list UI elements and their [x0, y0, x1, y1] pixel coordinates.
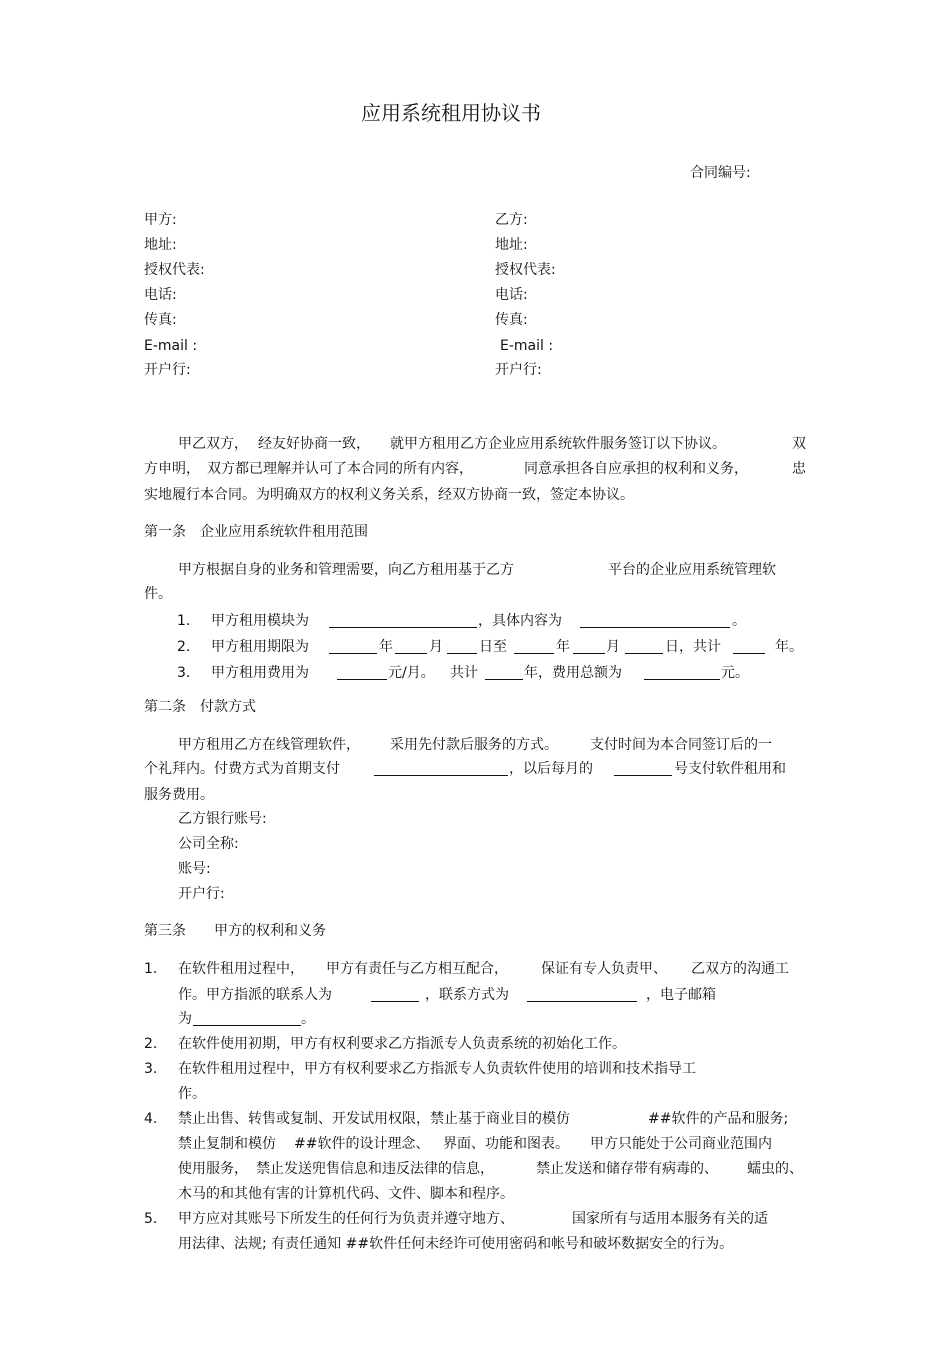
article-text: ，联系方式为 [425, 987, 509, 1003]
party-b-rep: 授权代表: [495, 262, 556, 278]
intro-text: 甲乙双方， [178, 436, 248, 452]
intro-text: 同意承担各自应承担的权利和义务， [524, 461, 748, 477]
bank-account-label: 乙方银行账号: [178, 811, 267, 827]
article-text: 。 [732, 613, 746, 629]
party-a-email: E-mail : [144, 338, 198, 354]
party-b-name: 乙方: [495, 212, 528, 228]
list-number: 2. [144, 1036, 158, 1052]
article-text: 乙双方的沟通工 [691, 961, 789, 977]
article-text: 支付时间为本合同签订后的一 [590, 737, 772, 753]
article-text: 号支付软件租用和 [674, 761, 786, 777]
party-b-bank: 开户行: [495, 362, 542, 378]
article-text: 使用服务， [178, 1161, 248, 1177]
party-b-email: E-mail : [500, 338, 554, 354]
blank-field [485, 666, 523, 680]
article-text: 月 [606, 639, 620, 655]
article-text: 甲方根据自身的业务和管理需要，向乙方租用基于乙方 [178, 562, 514, 578]
company-name-label: 公司全称: [178, 836, 239, 852]
article-text: 件。 [144, 586, 172, 602]
intro-text: 忠 [792, 461, 806, 477]
party-a-name: 甲方: [144, 212, 177, 228]
article-text: ，电子邮箱 [646, 987, 716, 1003]
article-text: 年 [556, 639, 570, 655]
article-text: 元/月。 [388, 665, 435, 681]
party-a-address: 地址: [144, 237, 177, 253]
blank-field [193, 1012, 301, 1026]
blank-field [329, 640, 377, 654]
article-text: 木马的和其他有害的计算机代码、文件、脚本和程序。 [178, 1186, 514, 1202]
list-number: 3. [177, 665, 191, 681]
article-text: 作。甲方指派的联系人为 [178, 987, 332, 1003]
party-b-phone: 电话: [495, 287, 528, 303]
blank-field [395, 640, 427, 654]
article-text: 在软件租用过程中，甲方有权利要求乙方指派专人负责软件使用的培训和技术指导工 [178, 1061, 696, 1077]
article-text: 日至 [479, 639, 507, 655]
article-text: 平台的企业应用系统管理软 [608, 562, 776, 578]
article-3-heading: 第三条 甲方的权利和义务 [144, 923, 326, 939]
article-text: 甲方应对其账号下所发生的任何行为负责并遵守地方、 [178, 1211, 514, 1227]
bank-label: 开户行: [178, 886, 225, 902]
party-b-address: 地址: [495, 237, 528, 253]
article-1-heading: 第一条 企业应用系统软件租用范围 [144, 524, 368, 540]
blank-field [625, 640, 663, 654]
article-text: 共计 [450, 665, 478, 681]
article-2-heading: 第二条 付款方式 [144, 699, 256, 715]
intro-text: 经友好协商一致， [258, 436, 370, 452]
intro-text: 就甲方租用乙方企业应用系统软件服务签订以下协议。 [390, 436, 726, 452]
article-text: 甲方租用费用为 [211, 665, 309, 681]
party-a-fax: 传真: [144, 312, 177, 328]
blank-field [614, 762, 672, 776]
article-text: 用法律、法规; 有责任通知 ##软件任何未经许可使用密码和帐号和破坏数据安全的行为。 [178, 1236, 734, 1252]
list-number: 3. [144, 1061, 158, 1077]
blank-field [644, 666, 720, 680]
blank-field [514, 640, 554, 654]
article-text: 服务费用。 [144, 787, 214, 803]
party-a-bank: 开户行: [144, 362, 191, 378]
party-a-phone: 电话: [144, 287, 177, 303]
list-number: 4. [144, 1111, 158, 1127]
article-text: 日，共计 [665, 639, 721, 655]
article-text: 甲方租用乙方在线管理软件， [178, 737, 360, 753]
intro-text: 实地履行本合同。为明确双方的权利义务关系，经双方协商一致，签定本协议。 [144, 487, 634, 503]
article-text: 甲方只能处于公司商业范围内 [590, 1136, 772, 1152]
blank-field [447, 640, 477, 654]
article-text: 甲方有责任与乙方相互配合， [326, 961, 508, 977]
party-a-rep: 授权代表: [144, 262, 205, 278]
article-text: ##软件的产品和服务; [648, 1111, 789, 1127]
blank-field [527, 988, 637, 1002]
account-number-label: 账号: [178, 861, 211, 877]
list-number: 5. [144, 1211, 158, 1227]
article-text: 采用先付款后服务的方式。 [390, 737, 558, 753]
blank-field [337, 666, 387, 680]
article-text: 国家所有与适用本服务有关的适 [572, 1211, 768, 1227]
article-text: 界面、功能和图表。 [443, 1136, 569, 1152]
intro-text: 双方都已理解并认可了本合同的所有内容， [207, 461, 473, 477]
article-text: 禁止出售、转售或复制、开发试用权限，禁止基于商业目的模仿 [178, 1111, 570, 1127]
article-text: 在软件租用过程中， [178, 961, 304, 977]
article-text: 在软件使用初期，甲方有权利要求乙方指派专人负责系统的初始化工作。 [178, 1036, 626, 1052]
article-text: ，以后每月的 [509, 761, 593, 777]
blank-field [733, 640, 765, 654]
list-number: 2. [177, 639, 191, 655]
article-text: 年 [379, 639, 393, 655]
article-text: 保证有专人负责甲、 [541, 961, 667, 977]
article-text: 。 [301, 1011, 315, 1027]
article-text: 元。 [721, 665, 749, 681]
article-text: 年，费用总额为 [524, 665, 622, 681]
article-text: 月 [429, 639, 443, 655]
article-text: 禁止发送和储存带有病毒的、 [536, 1161, 718, 1177]
article-text: 作。 [178, 1086, 206, 1102]
article-text: ##软件的设计理念、 [294, 1136, 430, 1152]
article-text: 甲方租用模块为 [211, 613, 309, 629]
article-text: 禁止发送兜售信息和违反法律的信息， [256, 1161, 494, 1177]
article-text: ，具体内容为 [478, 613, 562, 629]
article-text: 年。 [775, 639, 803, 655]
blank-field [329, 614, 477, 628]
article-text: 蠕虫的、 [747, 1161, 803, 1177]
blank-field [374, 762, 508, 776]
article-text: 禁止复制和模仿 [178, 1136, 276, 1152]
article-text: 甲方租用期限为 [211, 639, 309, 655]
blank-field [371, 988, 419, 1002]
article-text: 为 [178, 1011, 192, 1027]
party-b-fax: 传真: [495, 312, 528, 328]
intro-text: 方申明， [144, 461, 200, 477]
blank-field [573, 640, 605, 654]
article-text: 个礼拜内。付费方式为首期支付 [144, 761, 340, 777]
blank-field [580, 614, 730, 628]
list-number: 1. [177, 613, 191, 629]
intro-text: 双 [792, 436, 806, 452]
contract-number-label: 合同编号: [690, 165, 751, 181]
document-title: 应用系统租用协议书 [361, 101, 541, 125]
list-number: 1. [144, 961, 158, 977]
